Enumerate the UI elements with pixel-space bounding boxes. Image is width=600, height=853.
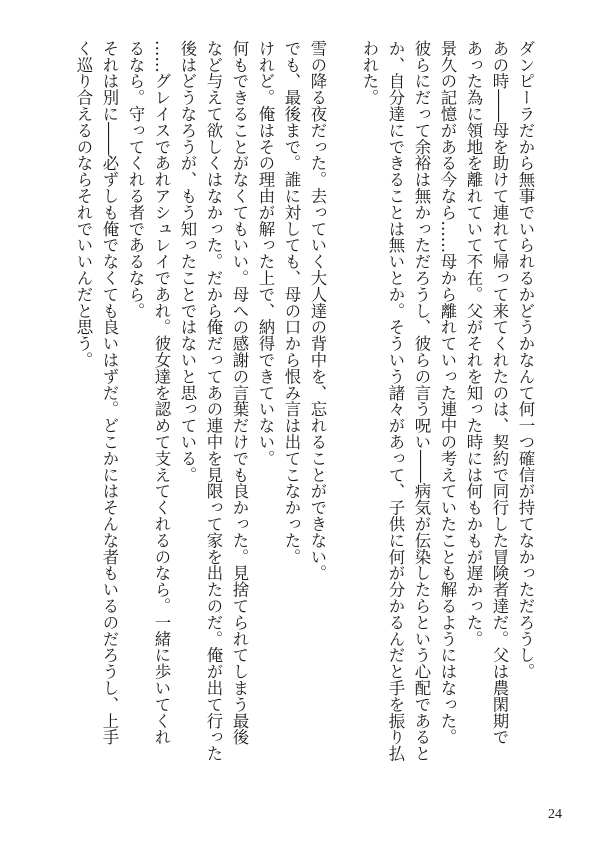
text-line: 雪の降る夜だった。去っていく大人達の背中を、忘れることができない。 <box>308 40 327 582</box>
text-line: 景久の記憶がある今なら……母から離れていった連中の考えていたことも解るようにはなった。 <box>438 40 457 746</box>
text-line: るなら。守ってくれる者であるなら。 <box>126 40 145 319</box>
text-line: けれど。俺はその理由が解った上で、納得できていない。 <box>256 40 275 467</box>
text-line: 彼らにだって余裕は無かっただろうし、彼らの言う呪い――病気が伝染したらという心配であると <box>412 40 431 762</box>
text-line: 後はどうなろうが、もう知ったことではないと思っている。 <box>178 40 197 483</box>
blank-line <box>330 40 356 730</box>
text-line: われた。 <box>360 40 379 106</box>
text-line: あった為に領地を離れていて不在。父がそれを知った時には何もかもが遅かった。 <box>464 40 483 647</box>
text-line: ダンピーラだから無事でいられるかどうかなんて何一つ確信が持てなかっただろうし。 <box>516 40 535 680</box>
text-line: ……グレイスであれアシュレイであれ。彼女達を認めて支えてくれるのなら。一緒に歩いてくれ <box>152 40 171 746</box>
text-line: など与えて欲しくはなかった。だから俺だってあの連中を見限って家を出たのだ。俺が出て行った <box>204 40 223 762</box>
page-number: 24 <box>548 807 562 822</box>
body-text <box>74 40 538 762</box>
text-line: でも、最後まで。誰に対しても、母の口から恨み言は出てこなかった。 <box>282 40 301 565</box>
text-line: あの時――母を助けて連れて帰って来てくれたのは、契約で同行した冒険者達だ。父は農閑期で <box>490 40 509 746</box>
text-line: か、自分達にできることは無いとか。そういう諸々があって、子供に何が分かるんだと手を振り払 <box>386 40 405 762</box>
text-line: それは別に――必ずしも俺でなくても良いはずだ。どこかにはそんな者もいるのだろうし、上手 <box>100 40 119 746</box>
text-line: 何もできることがなくてもいい。母への感謝の言葉だけでも良かった。見捨てられてしまう最後 <box>230 40 249 746</box>
text-line: く巡り合えるのならそれでいいんだと思う。 <box>74 40 93 368</box>
